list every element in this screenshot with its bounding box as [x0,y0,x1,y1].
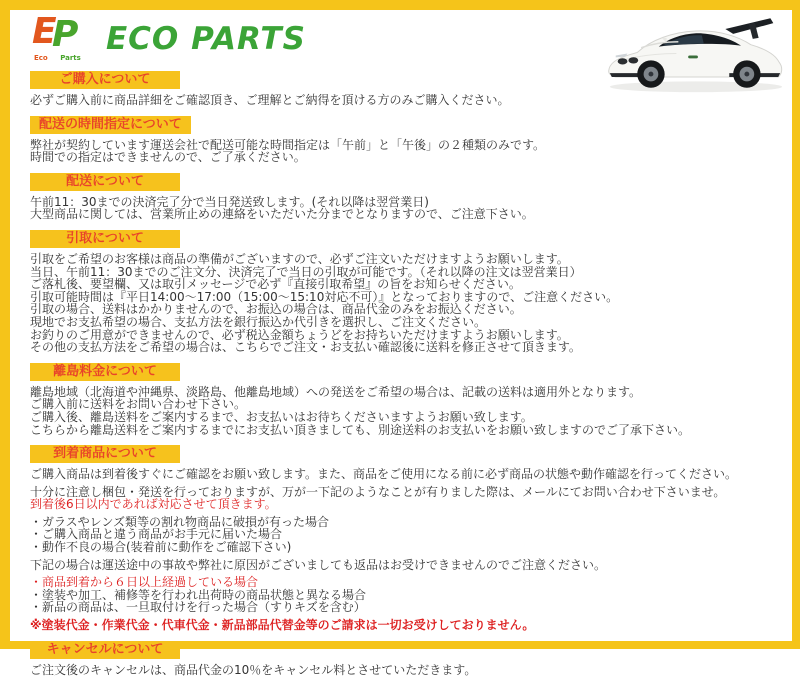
paragraph [30,139,786,164]
text-line: 下記の場合は運送途中の事故や弊社に原因がございましても返品はお受けできませんのでご注意ください。 [30,557,607,572]
text-line: ご購入前に送料をお問い合わせ下さい。 [30,397,247,412]
text-line: 時間での指定はできませんので、ご了承ください。 [30,150,306,165]
text-line: 離島地域（北海道や沖縄県、淡路島、他離島地域）への発送をご希望の場合は、記載の送料は適用外となります。 [30,384,642,399]
text-line: こちらから離島送料をご案内するまでにお支払い頂きましても、別途送料のお支払いをお願い致しますのでご了承下さい。 [30,422,691,437]
text-line: 現地でお支払希望の場合、支払方法を銀行振込か代引きを選択し、ご注文ください。 [30,314,487,329]
paragraph [30,516,786,554]
text-line: ※塗装代金・作業代金・代車代金・新品部品代替金等のご請求は一切お受けしておりません。 [30,618,535,633]
logo-subtext-eco: Eco [34,54,48,62]
text-line: ・商品到着から６日以上経過している場合 [30,575,259,590]
section-remote-island [10,360,792,436]
sections-container [10,66,792,676]
brand-logo [32,11,306,62]
text-line: ・ガラスやレンズ類等の割れ物商品に破損が有った場合 [30,514,329,529]
text-line: 大型商品に関しては、営業所止めの連絡をいただいた分までとなりますので、ご注意下さい。 [30,207,534,222]
section-body-pickup [10,248,792,354]
text-line: 引取の場合、送料はかかりませんので、お振込の場合は、商品代金のみをお振込ください。 [30,302,522,317]
section-body-shipping [10,191,792,221]
text-line: 引取可能時間は『平日14:00～17:00（15:00～15:10対応不可）』となっておりますので、ご注意ください。 [30,289,619,304]
paragraph [30,196,786,221]
paragraph [30,486,786,511]
text-line: 十分に注意し梱包・発送を行っておりますが、万が一下記のようなことが有りました際は、メールにてお問い合わせ下さいませ。 [30,484,726,499]
section-arrived-goods [10,442,792,632]
text-line: 弊社が契約しています運送会社で配送可能な時間指定は「午前」と「午後」の２種類のみです。 [30,137,546,152]
paragraph [30,664,786,677]
section-body-remote-island [10,381,792,436]
section-title-cancel: キャンセルについて [30,641,180,659]
section-delivery-time [10,113,792,164]
logo-letter-e: E [32,11,57,52]
text-line: ご落札後、要望欄、又は取引メッセージで必ず『直接引取希望』の旨をお知らせください。 [30,277,521,292]
text-line: ・ご購入商品と違う商品がお手元に届いた場合 [30,527,283,542]
paragraph [30,253,786,354]
text-line: ご購入後、離島送料をご案内するまで、お支払いはお待ちくださいますようお願い致します。 [30,409,533,424]
paragraph [30,619,786,632]
text-line: ・塗装や加工、補修等を行われ出荷時の商品状態と異なる場合 [30,587,367,602]
section-title-pickup: 引取について [30,230,180,248]
text-line: 引取をご希望のお客様は商品の準備がございますので、必ずご注文いただけますようお願いします。 [30,251,569,266]
logo-letter-p: P [52,14,79,55]
section-pickup [10,227,792,354]
text-line: ご注文後のキャンセルは、商品代金の10％をキャンセル料とさせていただきます。 [30,662,477,677]
page-header [10,10,792,66]
text-line: ・動作不良の場合(装着前に動作をご確認下さい) [30,540,292,555]
section-body-delivery-time [10,134,792,164]
text-line: お釣りのご用意ができませんので、必ず税込金額ちょうどをお持ちいただけますようお願いします。 [30,327,569,342]
text-line: 到着後6日以内であれば対応させて頂きます。 [30,497,277,512]
section-cancel [10,638,792,677]
text-line: ・新品の商品は、一旦取付けを行った場合（すりキズを含む） [30,600,366,615]
text-line: ご購入商品は到着後すぐにご確認をお願い致します。また、商品をご使用になる前に必ず商品の状態や動作確認を行ってください。 [30,467,738,482]
paragraph [30,576,786,614]
section-title-remote-island: 離島料金について [30,363,180,381]
paragraph [30,386,786,436]
car-image [602,12,788,96]
text-line: 当日、午前11：30までのご注文分、決済完了で当日の引取が可能です。（それ以降の注文は翌営業日） [30,264,582,279]
section-title-purchase: ご購入について [30,71,180,89]
logo-subtext-parts: Parts [60,54,81,62]
text-line: 必ずご購入前に商品詳細をご確認頂き、ご理解とご納得を頂ける方のみご購入ください。 [30,93,510,107]
section-title-arrived-goods: 到着商品について [30,445,180,463]
paragraph [30,559,786,572]
eco-parts-logo-icon [32,11,94,62]
section-body-cancel [10,659,792,677]
text-line: 午前11：30までの決済完了分で当日発送致します。(それ以降は翌営業日) [30,194,429,209]
logo-subtext [34,54,81,62]
section-body-arrived-goods [10,463,792,632]
section-title-shipping: 配送について [30,173,180,191]
paragraph [30,468,786,481]
section-shipping [10,170,792,221]
section-title-delivery-time: 配送の時間指定について [30,116,191,134]
brand-wordmark: ECO PARTS [106,21,306,57]
text-line: その他の支払方法をご希望の場合は、こちらでご注文・お支払い確認後に送料を修正させて頂きます。 [30,340,581,355]
